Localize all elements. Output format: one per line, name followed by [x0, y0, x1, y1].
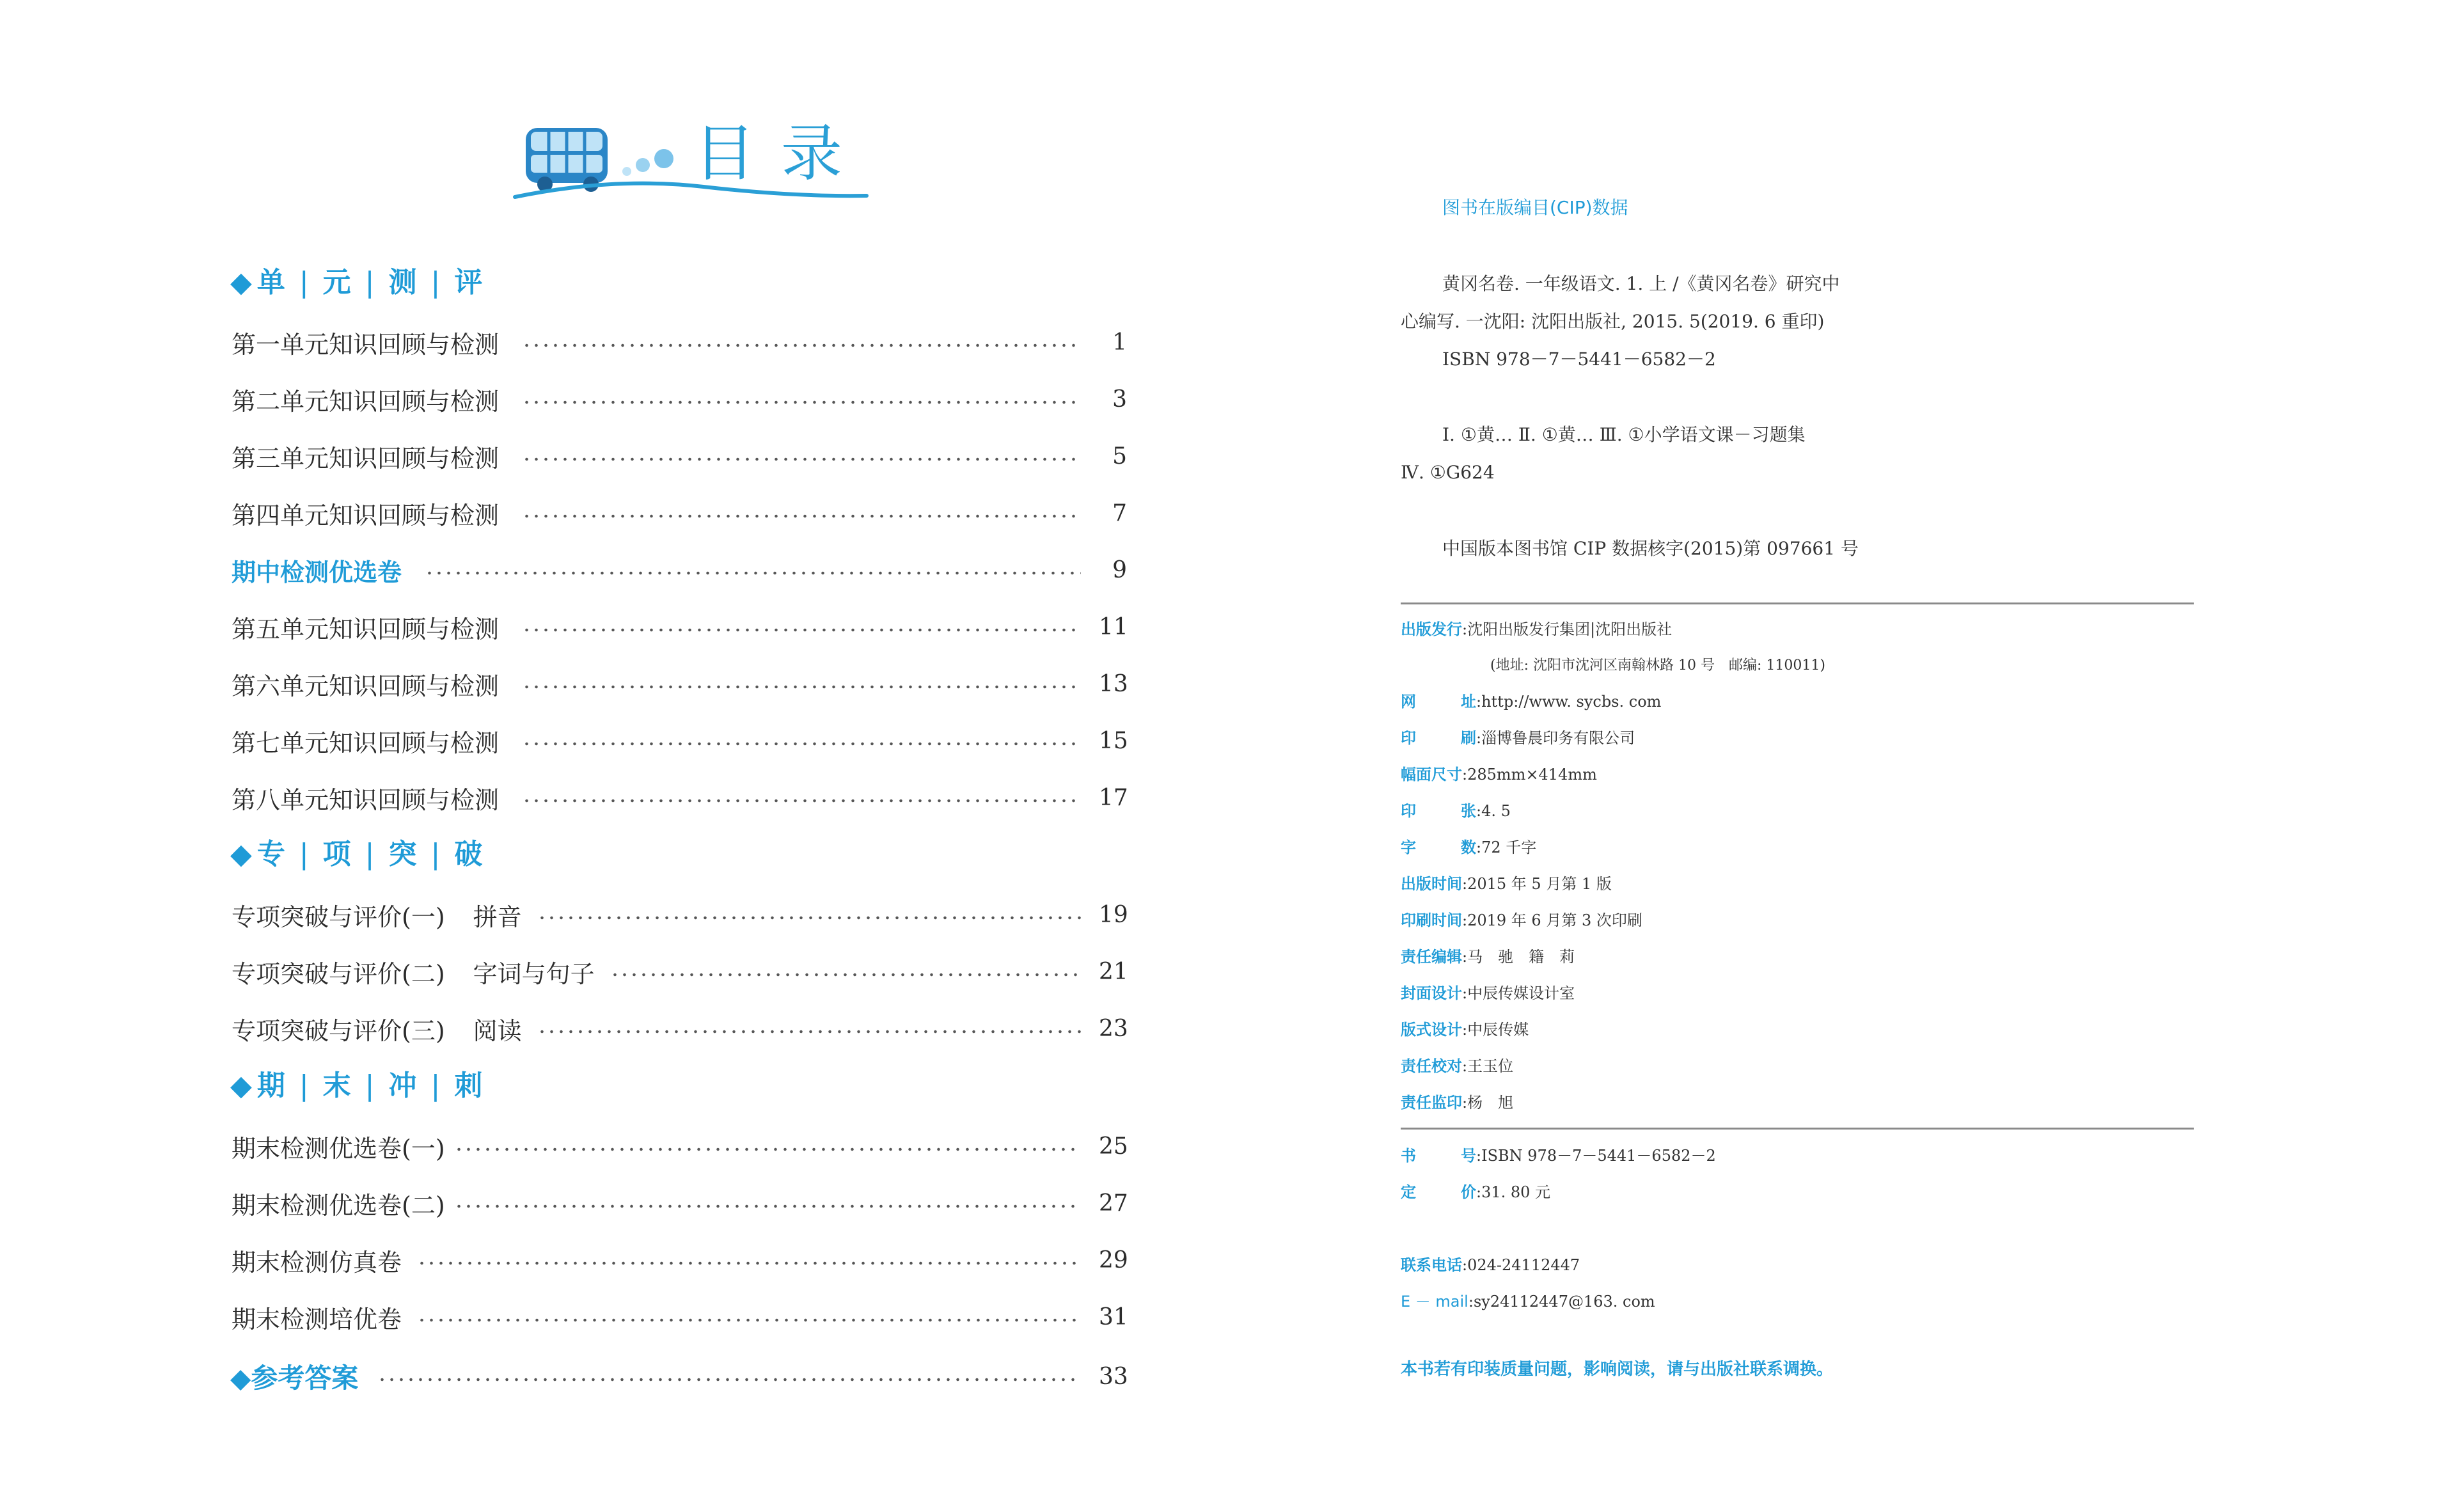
toc-entry-page: 3 [1112, 386, 1127, 413]
toc-entry-title: 第八单元知识回顾与检测 [232, 785, 500, 814]
dot-leader [610, 973, 1081, 977]
dot-leader [522, 514, 1081, 518]
quality-notice: 本书若有印装质量问题，影响阅读，请与出版社联系调换。 [1401, 1360, 1834, 1379]
imprint-label: 联系电话 [1401, 1256, 1462, 1274]
toc-entry-page: 1 [1112, 329, 1127, 356]
section-char: 单 [256, 266, 285, 299]
toc-entry-midterm[interactable] [232, 551, 1127, 589]
imprint-pubdate: 出版时间:2015 年 5 月第 1 版 [1401, 873, 1612, 895]
imprint-printer: 印 刷:淄博鲁晨印务有限公司 [1401, 727, 1635, 749]
toc-entry-page: 25 [1099, 1133, 1128, 1160]
imprint-label: 印刷时间 [1401, 911, 1462, 929]
toc-entry-page: 17 [1099, 784, 1128, 811]
imprint-cover-design: 封面设计:中辰传媒设计室 [1401, 982, 1575, 1004]
imprint-value: 31. 80 元 [1481, 1183, 1551, 1201]
cip-line: 心编写. 一沈阳: 沈阳出版社, 2015. 5(2019. 6 重印) [1401, 311, 1825, 332]
imprint-publisher: 出版发行:沈阳出版发行集团|沈阳出版社 [1401, 618, 1672, 640]
dot-leader [522, 457, 1081, 461]
toc-entry-title: 专项突破与评价(二) [232, 959, 445, 988]
imprint-address: (地址: 沈阳市沈河区南翰林路 10 号 邮编: 110011) [1490, 658, 1825, 673]
divider [1401, 1128, 2194, 1130]
dot-leader [537, 1030, 1081, 1034]
imprint-label: 网 址 [1401, 693, 1476, 711]
imprint-value: 72 千字 [1481, 839, 1537, 856]
toc-entry-page: 15 [1099, 727, 1128, 754]
section-char: 末 [322, 1069, 351, 1102]
section-char: 刺 [454, 1069, 483, 1102]
toc-entry-title: 第二单元知识回顾与检测 [232, 387, 500, 416]
separator-bar: | [430, 838, 441, 870]
separator-bar: | [365, 266, 375, 299]
imprint-value: 2019 年 6 月第 3 次印刷 [1467, 911, 1642, 929]
diamond-icon: ◆ [230, 1362, 251, 1394]
imprint-sheets: 印 张:4. 5 [1401, 800, 1511, 822]
section-char: 项 [322, 838, 351, 870]
section-char: 期 [256, 1069, 285, 1102]
imprint-phone: 联系电话:024-24112447 [1401, 1254, 1580, 1276]
toc-entry-page: 5 [1112, 443, 1127, 469]
diamond-icon: ◆ [230, 838, 252, 870]
toc-entry[interactable] [232, 665, 1127, 703]
cip-isbn: ISBN 978－7－5441－6582－2 [1442, 349, 1716, 370]
imprint-value: 中辰传媒设计室 [1467, 984, 1575, 1002]
imprint-label: 出版时间 [1401, 875, 1462, 893]
toc-entry-title: 专项突破与评价(一) [232, 902, 445, 931]
imprint-supervisor: 责任监印:杨 旭 [1401, 1092, 1513, 1114]
imprint-value: ISBN 978－7－5441－6582－2 [1481, 1147, 1716, 1165]
imprint-label: 责任校对 [1401, 1057, 1462, 1075]
imprint-label: 责任编辑 [1401, 948, 1462, 966]
imprint-label: 字 数 [1401, 839, 1476, 856]
separator-bar: | [299, 266, 309, 299]
dot-leader [537, 916, 1081, 920]
bubbles-decoration [622, 149, 673, 176]
diamond-icon: ◆ [230, 1069, 252, 1102]
cip-line: 黄冈名卷. 一年级语文. 1. 上 /《黄冈名卷》研究中 [1442, 273, 1840, 294]
toc-entry[interactable] [232, 494, 1127, 532]
divider [1401, 602, 2194, 604]
imprint-price: 定 价:31. 80 元 [1401, 1181, 1550, 1203]
section-heading-special-topics [230, 835, 482, 874]
toc-entry-page: 11 [1099, 613, 1128, 640]
toc-entry-title [230, 1357, 358, 1396]
toc-entry-page: 9 [1112, 556, 1127, 583]
toc-entry-page: 7 [1112, 500, 1127, 526]
toc-entry[interactable] [232, 1184, 1127, 1222]
imprint-value: 中辰传媒 [1467, 1021, 1529, 1039]
imprint-email: E － mail:sy24112447@163. com [1401, 1291, 1655, 1312]
toc-entry-subtitle: 拼音 [473, 902, 522, 931]
separator-bar: | [299, 838, 309, 870]
dot-leader [522, 799, 1081, 803]
dot-leader [454, 1147, 1081, 1151]
separator-bar: | [365, 838, 375, 870]
toc-entry[interactable] [232, 721, 1127, 760]
toc-entry-page: 33 [1099, 1363, 1128, 1390]
toc-entry-answers[interactable] [230, 1357, 1127, 1396]
toc-entry-title: 期中检测优选卷 [232, 558, 402, 587]
imprint-value: 285mm×414mm [1467, 766, 1597, 784]
dot-leader [522, 742, 1081, 746]
toc-entry[interactable] [232, 1298, 1127, 1336]
toc-entry-title: 专项突破与评价(三) [232, 1016, 445, 1045]
page-title: 目录 [694, 118, 868, 189]
imprint-value: 2015 年 5 月第 1 版 [1467, 875, 1612, 893]
imprint-value: 王玉位 [1467, 1057, 1514, 1075]
imprint-value: 024-24112447 [1467, 1256, 1580, 1274]
dot-leader [454, 1204, 1081, 1208]
imprint-label: 印 刷 [1401, 729, 1476, 747]
imprint-proofreader: 责任校对:王玉位 [1401, 1055, 1513, 1077]
toc-entry[interactable] [232, 1009, 1127, 1048]
section-char: 测 [388, 266, 417, 299]
toc-entry-title: 期末检测优选卷(二) [232, 1191, 445, 1220]
toc-entry[interactable] [232, 380, 1127, 418]
section-char: 专 [256, 838, 285, 870]
cip-heading: 图书在版编目(CIP)数据 [1442, 197, 1628, 218]
toc-entry[interactable] [232, 1127, 1127, 1165]
section-heading-final-sprint [230, 1067, 482, 1105]
imprint-label: 幅面尺寸 [1401, 766, 1462, 784]
toc-entry-page: 13 [1099, 670, 1128, 697]
dot-leader [377, 1378, 1081, 1382]
imprint-editor: 责任编辑:马 驰 籍 莉 [1401, 946, 1575, 968]
imprint-words: 字 数:72 千字 [1401, 837, 1536, 858]
toc-entry-title: 第五单元知识回顾与检测 [232, 615, 500, 643]
imprint-book-number: 书 号:ISBN 978－7－5441－6582－2 [1401, 1145, 1716, 1167]
toc-entry[interactable] [232, 323, 1127, 361]
imprint-label: 责任监印 [1401, 1094, 1462, 1112]
toc-entry-title: 第七单元知识回顾与检测 [232, 728, 500, 757]
imprint-website: 网 址:http://www. sycbs. com [1401, 691, 1661, 713]
dot-leader [522, 400, 1081, 404]
imprint-value: 沈阳出版发行集团|沈阳出版社 [1467, 620, 1673, 638]
toc-entry-page: 19 [1099, 901, 1128, 928]
imprint-printdate: 印刷时间:2019 年 6 月第 3 次印刷 [1401, 910, 1642, 931]
cip-classification: Ⅰ. ①黄… Ⅱ. ①黄… Ⅲ. ①小学语文课－习题集 [1442, 424, 1806, 445]
diamond-icon: ◆ [230, 266, 252, 299]
imprint-label: 印 张 [1401, 802, 1476, 820]
imprint-label: 出版发行 [1401, 620, 1462, 638]
section-char: 突 [388, 838, 417, 870]
separator-bar: | [299, 1069, 309, 1102]
toc-entry[interactable] [232, 895, 1127, 934]
toc-entry-page: 31 [1099, 1303, 1128, 1330]
imprint-label: 定 价 [1401, 1183, 1476, 1201]
toc-entry-subtitle: 阅读 [473, 1016, 522, 1045]
toc-entry-page: 27 [1099, 1190, 1128, 1217]
dot-leader [425, 571, 1081, 575]
toc-entry-title: 期末检测培优卷 [232, 1305, 402, 1334]
section-char: 元 [322, 266, 351, 299]
dot-leader [522, 628, 1081, 632]
dot-leader [417, 1261, 1081, 1265]
section-char: 冲 [388, 1069, 417, 1102]
imprint-value: 淄博鲁晨印务有限公司 [1481, 729, 1635, 747]
dot-leader [522, 343, 1081, 347]
imprint-value: http://www. sycbs. com [1481, 693, 1662, 711]
cip-classification: Ⅳ. ①G624 [1401, 462, 1495, 483]
dot-leader [417, 1318, 1081, 1322]
toc-entry[interactable] [232, 778, 1127, 817]
toc-entry-title: 第三单元知识回顾与检测 [232, 444, 500, 473]
toc-entry-title: 第六单元知识回顾与检测 [232, 672, 500, 700]
imprint-size: 幅面尺寸:285mm×414mm [1401, 764, 1597, 785]
imprint-label: 版式设计 [1401, 1021, 1462, 1039]
imprint-layout-design: 版式设计:中辰传媒 [1401, 1019, 1529, 1041]
separator-bar: | [430, 266, 441, 299]
answers-label: 参考答案 [251, 1362, 359, 1394]
imprint-value: 4. 5 [1481, 802, 1511, 820]
dot-leader [522, 685, 1081, 689]
separator-bar: | [365, 1069, 375, 1102]
imprint-value: sy24112447@163. com [1473, 1293, 1655, 1311]
toc-entry[interactable] [232, 952, 1127, 991]
imprint-value: 杨 旭 [1467, 1094, 1514, 1112]
toc-entry[interactable] [232, 608, 1127, 646]
toc-entry-title: 第一单元知识回顾与检测 [232, 330, 500, 359]
section-char: 评 [454, 266, 483, 299]
section-heading-unit-tests [230, 264, 482, 302]
toc-entry-title: 期末检测优选卷(一) [232, 1134, 445, 1163]
imprint-value: 马 驰 籍 莉 [1467, 948, 1575, 966]
toc-entry-page: 29 [1099, 1247, 1128, 1273]
separator-bar: | [430, 1069, 441, 1102]
toc-entry[interactable] [232, 437, 1127, 475]
toc-entry[interactable] [232, 1241, 1127, 1279]
imprint-label: E － mail [1401, 1293, 1468, 1311]
toc-entry-page: 23 [1099, 1015, 1128, 1042]
imprint-label: 封面设计 [1401, 984, 1462, 1002]
double-decker-bus-icon [526, 128, 608, 192]
imprint-label: 书 号 [1401, 1147, 1476, 1165]
section-char: 破 [454, 838, 483, 870]
toc-entry-title: 期末检测仿真卷 [232, 1248, 402, 1277]
toc-entry-page: 21 [1099, 958, 1128, 985]
cip-record-number: 中国版本图书馆 CIP 数据核字(2015)第 097661 号 [1442, 538, 1859, 559]
toc-entry-subtitle: 字词与句子 [473, 959, 595, 988]
toc-entry-title: 第四单元知识回顾与检测 [232, 501, 500, 530]
